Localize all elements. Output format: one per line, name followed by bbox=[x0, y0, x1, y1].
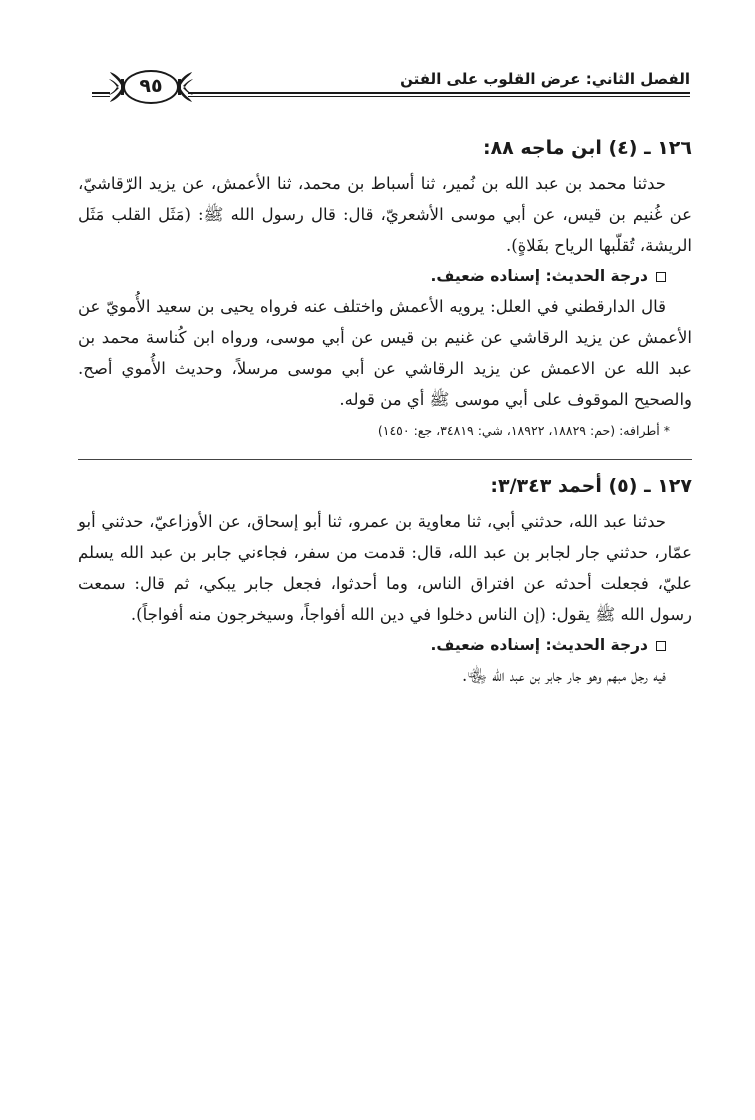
hadith-127-heading: ١٢٧ ـ (٥) أحمد ٣/٣٤٣: bbox=[490, 475, 692, 497]
hadith-127-grade bbox=[78, 630, 666, 660]
hadith-126-heading: ١٢٦ ـ (٤) ابن ماجه ٨٨: bbox=[482, 137, 692, 159]
page-header bbox=[78, 58, 690, 110]
hadith-127-text: حدثنا عبد الله، حدثني أبي، ثنا معاوية بن عمرو، ثنا أبو إسحاق، عن الأوزاعيّ، حدثني أبو عمّار، حدثني جار لجابر بن عبد الله، قال: قدمت من سفر، فجاءني جابر بن عبد الله يسلم عليّ، فجعلت أحدثه عن افتراق الناس، وما أحدثوا، فجعل جابر يبكي، ثم قال: سمعت رسول الله ﷺ يقول: (إن الناس دخلوا في دين الله أفواجاً، وسيخرجون منه أفواجاً). bbox=[78, 512, 692, 624]
page-number: ٩٥ bbox=[139, 75, 163, 97]
hadith-126-atraf: * أطرافه: (حم: ١٨٨٢٩، ١٨٩٢٢، شي: ٣٤٨١٩، جع: ١٤٥٠) bbox=[377, 423, 670, 438]
page-content bbox=[78, 122, 692, 691]
hadith-127-grade-label: درجة الحديث: إسناده ضعيف. bbox=[430, 636, 648, 654]
square-bullet-icon bbox=[656, 272, 666, 282]
chapter-title: الفصل الثاني: عرض القلوب على الفتن bbox=[400, 70, 690, 88]
header-rule bbox=[188, 92, 690, 94]
hadith-126-commentary: قال الدارقطني في العلل: يرويه الأعمش واختلف عنه فرواه يحيى بن سعيد الأُمويّ عن الأعمش عن يزيد الرقاشي عن غنيم بن قيس عن أبي موسى، ورواه ابن كُناسة محمد بن عبد الله عن الاعمش عن يزيد الرقاشي عن أبي موسى مرسلاً، وحديث الأُموي أصح. والصحيح الموقوف على أبي موسى ﷺ أي من قوله. bbox=[78, 297, 692, 409]
hadith-126-text: حدثنا محمد بن عبد الله بن نُمير، ثنا أسباط بن محمد، ثنا الأعمش، عن يزيد الرّقاشيّ، عن غُنيم بن قيس، عن أبي موسى الأشعريّ، قال: قال رسول الله ﷺ: (مَثَل القلب مَثَل الريشة، تُقلّبها الرياح بفَلاةٍ). bbox=[78, 174, 692, 255]
hadith-126-grade-label: درجة الحديث: إسناده ضعيف. bbox=[430, 267, 648, 285]
page-number-ornament bbox=[108, 64, 194, 110]
section-divider bbox=[78, 459, 692, 460]
square-bullet-icon bbox=[656, 641, 666, 651]
hadith-126-grade bbox=[78, 261, 666, 291]
header-rule-thin bbox=[188, 96, 690, 97]
hadith-127-commentary: فيه رجل مبهم وهو جار جابر بن عبد الله ﵄. bbox=[461, 666, 666, 685]
